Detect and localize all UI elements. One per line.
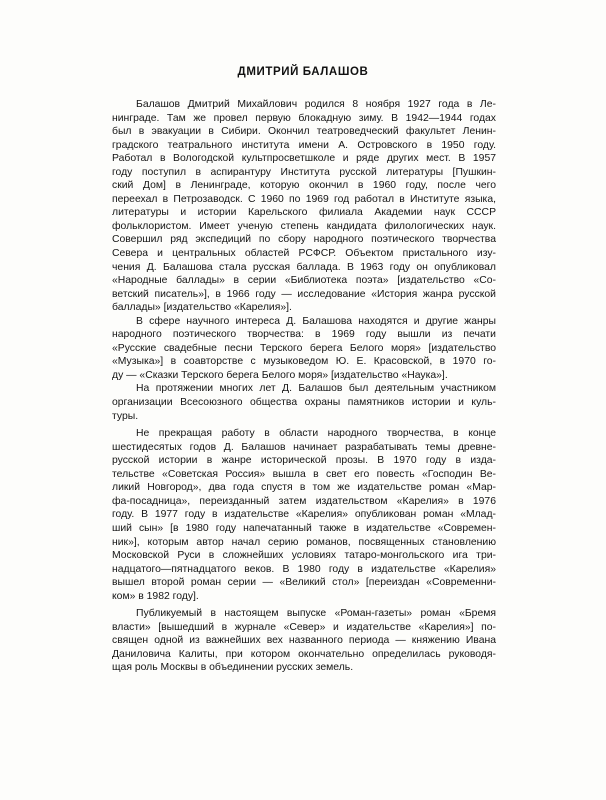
text-line: ликий Новгород», два года спустя в том же издательстве роман «Мар-: [112, 482, 496, 494]
text-line: «Народные баллады» в серии «Библиотека поэта» [издательство «Со-: [112, 275, 496, 287]
page-title: ДМИТРИЙ БАЛАШОВ: [237, 66, 369, 78]
text-line: вышел второй роман серии — «Великий стол» [переиздан «Современни-: [112, 577, 496, 589]
text-line: был в эвакуации в Сибири. Окончил театроведческий факультет Ленин-: [112, 126, 496, 138]
text-line: фа-посадница», переизданный затем издательством «Карелия» в 1976: [112, 495, 496, 507]
text-line: ский Дом] в Ленинграде, которую окончил в 1960 году, после чего: [112, 180, 496, 192]
paragraph-biography: [112, 98, 496, 315]
text-line: Работал в Вологодской культпросветшколе и ряде других мест. В 1957: [112, 153, 496, 165]
text-line: «Русские свадебные песни Терского берега Белого моря» [издательство: [112, 342, 496, 354]
text-line: литературы и истории Карельского филиала Академии наук СССР: [112, 207, 496, 219]
text-line: ший сын» [в 1980 году напечатанный также в издательстве «Современ-: [112, 522, 496, 534]
text-line: Публикуемый в настоящем выпуске «Роман-газеты» роман «Бремя: [136, 608, 496, 620]
text-line: русской истории в жанре исторической прозы. В 1970 году в изда-: [112, 455, 496, 467]
text-line: Совершил ряд экспедиций по сбору народного поэтического творчества: [112, 234, 496, 246]
text-line: На протяжении многих лет Д. Балашов был деятельным участником: [136, 383, 496, 395]
text-line: ду — «Сказки Терского берега Белого моря» [издательство «Наука»].: [112, 369, 448, 381]
text-line: Даниловича Калиты, при котором окончательно определилась руководя-: [112, 648, 496, 660]
text-line: священ одной из важнейших вех названного периода — княжению Ивана: [112, 635, 496, 647]
text-line: власти» [вышедший в журнале «Север» и издательстве «Карелия»] по-: [112, 621, 496, 633]
text-line: «Музыка»] в соавторстве с музыковедом Ю. Е. Красовской, в 1970 го-: [112, 356, 496, 368]
text-line: фольклористом. Имеет ученую степень кандидата филологических наук.: [112, 220, 496, 232]
paragraph-society: [112, 382, 496, 423]
text-line: ветский писатель»], в 1966 году — исследование «История жанра русской: [112, 288, 496, 300]
text-line: баллады» [издательство «Карелия»].: [112, 302, 292, 314]
text-line: году поступил в аспирантуру Института русской литературы [Пушкин-: [112, 166, 496, 178]
text-line: Севера и центральных областей РСФСР. Объектом пристального изу-: [112, 248, 496, 260]
text-line: Не прекращая работу в области народного творчества, в конце: [136, 428, 496, 440]
text-line: нинграде. Там же провел первую блокадную зиму. В 1942—1944 годах: [112, 112, 496, 124]
text-line: ком» в 1982 году].: [112, 590, 199, 602]
text-line: Московской Руси в сложнейших условиях татаро-монгольского ига три-: [112, 550, 496, 562]
text-line: организации Всесоюзного общества охраны памятников истории и куль-: [112, 397, 496, 409]
paragraph-research: [112, 315, 496, 383]
paragraph-prose: [112, 427, 496, 603]
biography-text: [112, 98, 496, 675]
text-line: градского театрального института имени А. Островского в 1950 году.: [112, 139, 496, 151]
text-line: переехал в Петрозаводск. С 1960 по 1969 год работал в Институте языка,: [112, 193, 496, 205]
text-line: В сфере научного интереса Д. Балашова находятся и другие жанры: [136, 315, 496, 327]
text-line: народного поэтического творчества: в 1969 году вышли из печати: [112, 329, 496, 341]
text-line: тельстве «Советская Россия» вышла в свет его повесть «Господин Ве-: [112, 468, 496, 480]
text-line: надцатого—пятнадцатого веков. В 1980 году в издательстве «Карелия»: [112, 563, 496, 575]
text-line: щая роль Москвы в объединении русских земель.: [112, 662, 354, 674]
text-line: шестидесятых годов Д. Балашов начинает разрабатывать темы древне-: [112, 441, 496, 453]
text-line: году. В 1977 году в издательстве «Карелия» опубликован роман «Млад-: [112, 509, 496, 521]
text-line: ник»], которым автор начал серию романов, посвященных становлению: [112, 536, 496, 548]
paragraph-publication: [112, 607, 496, 675]
text-line: Балашов Дмитрий Михайлович родился 8 ноября 1927 года в Ле-: [136, 99, 496, 110]
text-line: чения Д. Балашова стала русская баллада. В 1963 году он опубликовал: [112, 261, 496, 273]
text-line: туры.: [112, 410, 139, 422]
